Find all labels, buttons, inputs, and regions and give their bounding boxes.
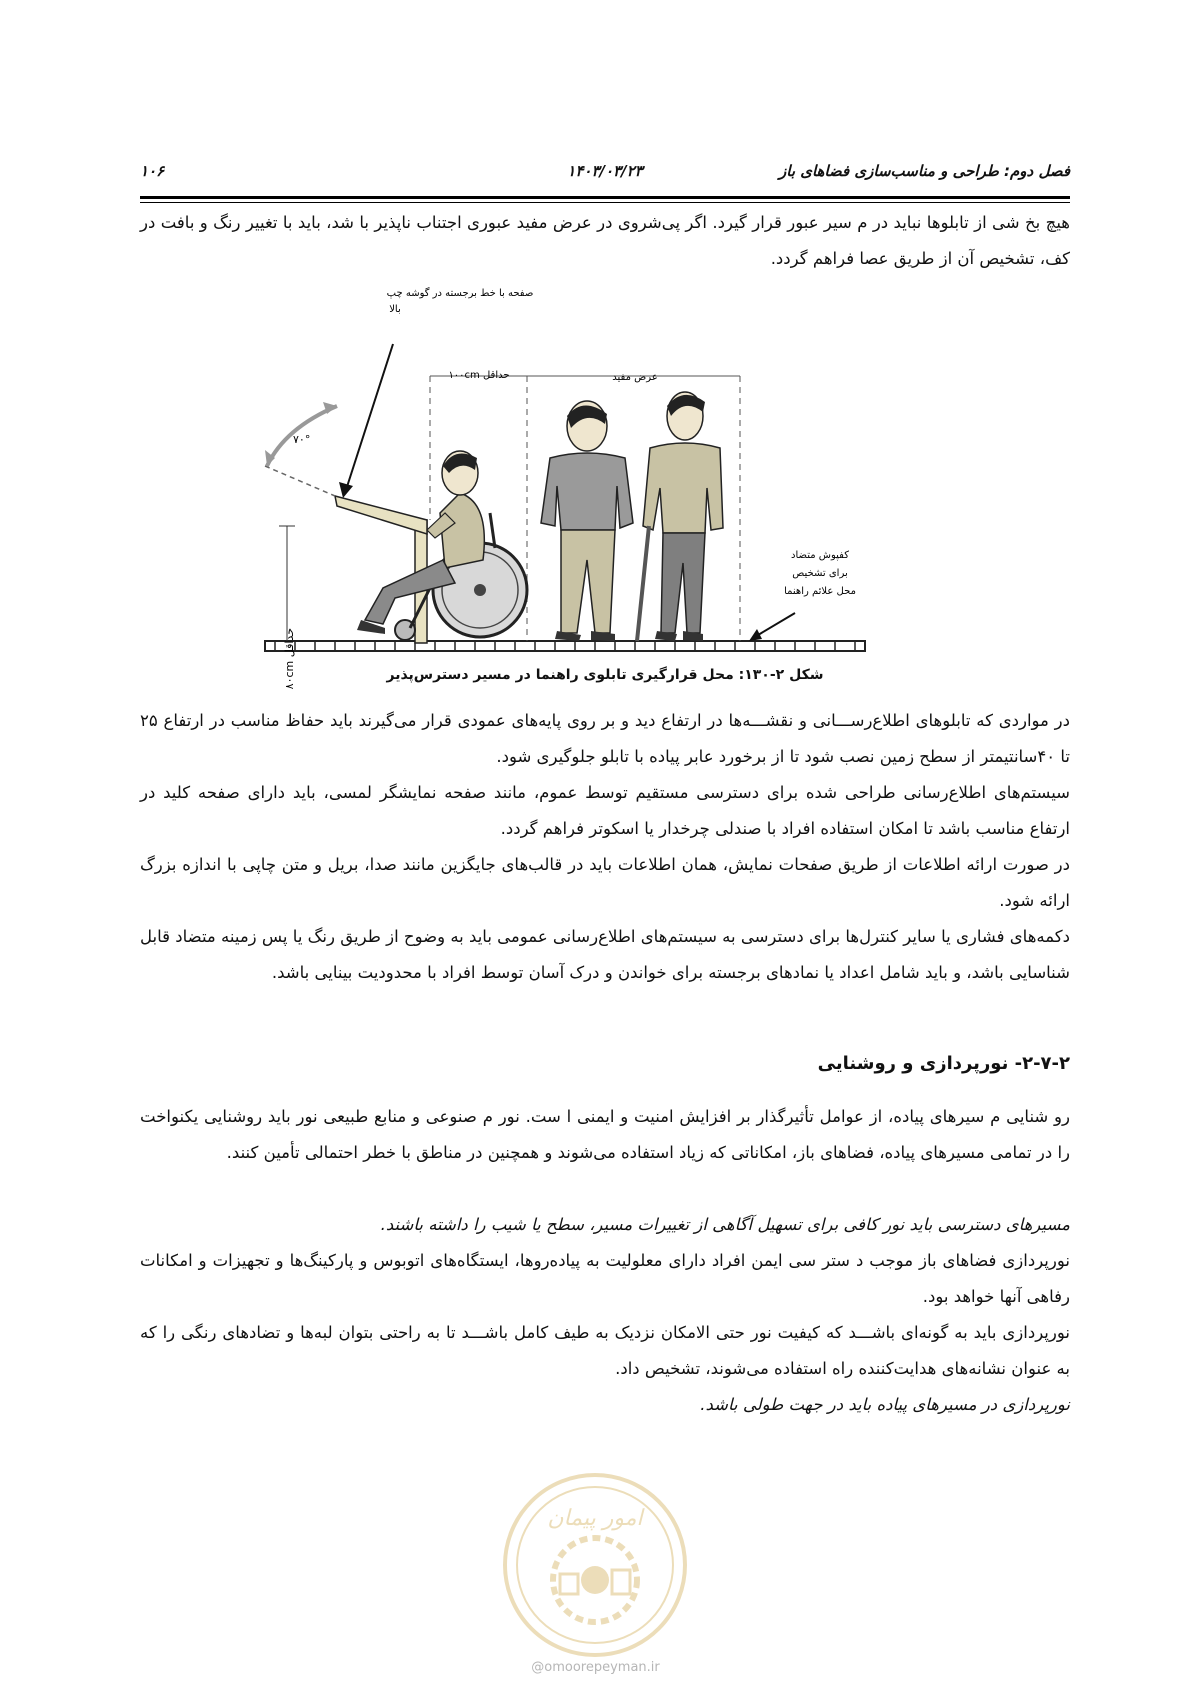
chapter-title: فصل دوم: طراحی و مناسب‌سازی فضاهای باز: [779, 162, 1070, 180]
italic-guideline-2: نورپردازی در مسیرهای پیاده باید در جهت طولی باشد.: [700, 1395, 1070, 1414]
paragraph-lighting-access: نورپردازی فضاهای باز موجب د ستر سی ایمن افراد دارای معلولیت به پیاده‌روها، ایستگاه‌های اتوبوس و پارکینگ‌ها و تجهیزات و امکانات رفاهی آنها خواهد بود.: [140, 1251, 1070, 1306]
paragraph-light-quality: نورپردازی باید به گونه‌ای باشـــد که کیفیت نور حتی الامکان نزدیک به طیف کامل باشـــد تا به راحتی بتوان لبه‌ها و تضادهای رنگی را که به عنوان نشانه‌های هدایت‌کننده راه استفاده می‌شوند، تشخیص داد.: [140, 1323, 1070, 1378]
header-date: ۱۴۰۳/۰۳/۲۳: [567, 162, 643, 180]
wheelchair-user: [357, 451, 527, 640]
header-rule-thick: [140, 196, 1070, 199]
plate-label: صفحه با خط برجسته در گوشه چپ: [386, 288, 534, 299]
intro-paragraph: هیچ بخ شی از تابلوها نباید در م سیر عبور قرار گیرد. اگر پی‌شروی در عرض مفید عبوری اجتناب ناپذیر با شد، باید با تغییر رنگ و بافت در کف، تشخیص آن از طریق عصا فراهم گردد.: [140, 213, 1070, 268]
paragraph-guard-height: در مواردی که تابلوهای اطلاع‌رســـانی و نقشـــه‌ها در ارتفاع دید و بر روی پایه‌های عمودی قرار می‌گیرند باید حفاظ مناسب در ارتفاع ۲۵ تا ۴۰سانتیمتر از سطح زمین نصب شود تا از برخورد عابر پیاده با تابلو جلوگیری شود.: [140, 711, 1070, 766]
watermark-seal: [500, 1470, 690, 1660]
pedestrian-with-cane: [637, 392, 723, 641]
floor-label-1: کفپوش متضاد: [791, 550, 849, 561]
section-heading-lighting: ۲-۷-۲- نورپردازی و روشنایی: [817, 1053, 1070, 1074]
walking-pedestrian: [541, 401, 633, 641]
paragraph-lighting-safety: رو شنایی م سیرهای پیاده، از عوامل تأثیرگذار بر افزایش امنیت و ایمنی ا ست. نور م صنوعی و منابع طبیعی نور باید روشنایی یکنواخت را در تمامی مسیرهای پیاده، فضاهای باز، امکاناتی که زیاد استفاده می‌شوند و همچنین در مناطق با خطر احتمالی تأمین کنند.: [140, 1107, 1070, 1162]
useful-width-label: عرض مفید: [612, 372, 658, 383]
header-rule-thin: [140, 202, 1070, 203]
min-width-label: حداقل ۱۰۰cm: [448, 370, 510, 381]
page-header: [140, 162, 1070, 186]
floor-label-2: برای تشخیص: [792, 568, 848, 579]
seal-logo: [500, 1470, 690, 1660]
italic-guideline-1: مسیرهای دسترسی باید نور کافی برای تسهیل آگاهی از تغییرات مسیر، سطح یا شیب را داشته باشند.: [380, 1215, 1070, 1234]
paragraph-touch-screen: سیستم‌های اطلاع‌رسانی طراحی شده برای دسترسی مستقیم توسط عموم، مانند صفحه نمایشگر لمسی، باید دارای صفحه کلید در ارتفاع مناسب باشد تا امکان استفاده افراد با صندلی چرخدار یا اسکوتر فراهم گردد.: [140, 783, 1070, 838]
floor-label-3: محل علائم راهنما: [784, 586, 856, 597]
page-number: ۱۰۶: [140, 162, 165, 180]
angle-label: ۷۰°: [293, 433, 311, 446]
figure-caption: شکل ۲-۱۳۰: محل قرارگیری تابلوی راهنما در مسیر دسترس‌پذیر: [386, 667, 824, 683]
min-height-label: حداقل ۸۰cm: [283, 628, 296, 690]
plate-label-2: بالا: [389, 304, 401, 315]
paragraph-alternative-formats: در صورت ارائه اطلاعات از طریق صفحات نمایش، همان اطلاعات باید در قالب‌های جایگزین مانند صدا، بریل و متن چاپی با اندازه بزرگ ارائه شود.: [140, 855, 1070, 910]
paragraph-push-buttons: دکمه‌های فشاری یا سایر کنترل‌ها برای دسترسی به سیستم‌های اطلاع‌رسانی عمومی باید به وضوح از طریق رنگ یا پس زمینه متضاد قابل شناسایی باشد، و باید شامل اعداد یا نمادهای برجسته برای خواندن و درک آسان توسط افراد با محدودیت بینایی باشد.: [140, 927, 1070, 982]
watermark-url: @omoorepeyman.ir: [531, 1660, 660, 1675]
figure-signage-placement: [265, 288, 925, 708]
seal-text: امور پیمان: [547, 1506, 643, 1531]
figure-illustration: [265, 288, 925, 708]
plate-arrow: [345, 344, 393, 493]
